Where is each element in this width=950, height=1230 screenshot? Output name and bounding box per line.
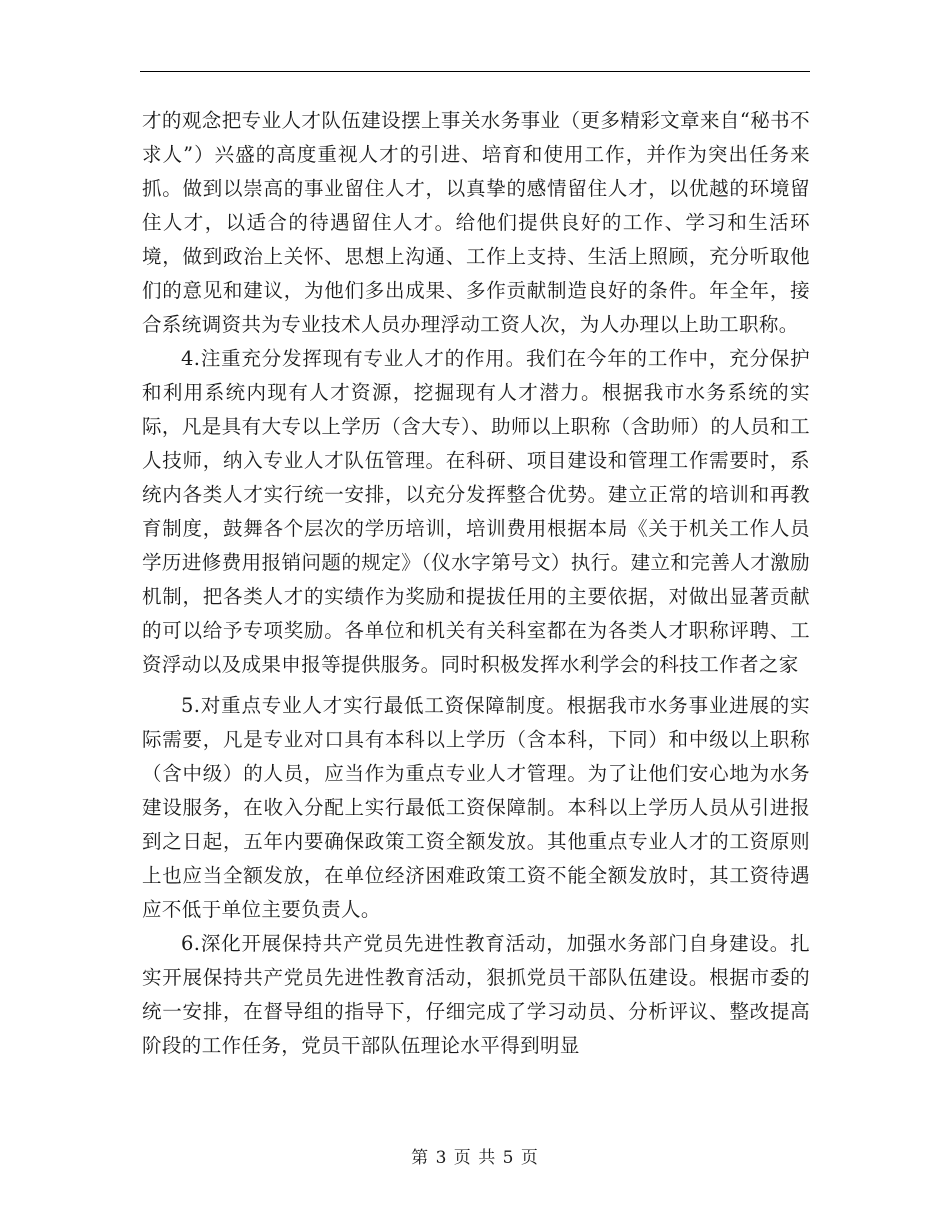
paragraph-2: 4.注重充分发挥现有专业人才的作用。我们在今年的工作中，充分保护和利用系统内现有人才资源，挖掘现有人才潜力。根据我市水务系统的实际，凡是具有大专以上学历（含大专）、助师以上职称（含助师）的人员和工人技师，纳入专业人才队伍管理。在科研、项目建设和管理工作需要时，系统内各类人才实行统一安排，以充分发挥整合优势。建立正常的培训和再教育制度，鼓舞各个层次的学历培训，培训费用根据本局《关于机关工作人员学历进修费用报销问题的规定》（仪水字第号文）执行。建立和完善人才激励机制，把各类人才的实绩作为奖励和提拔任用的主要依据，对做出显著贡献的可以给予专项奖励。各单位和机关有关科室都在为各类人才职称评聘、工资浮动以及成果申报等提供服务。同时积极发挥水利学会的科技工作者之家 bbox=[142, 347, 810, 676]
header-rule bbox=[140, 71, 810, 72]
page-footer: 第 3 页 共 5 页 bbox=[411, 1148, 539, 1168]
paragraph-3: 5.对重点专业人才实行最低工资保障制度。根据我市水务事业进展的实际需要，凡是专业对口具有本科以上学历（含本科，下同）和中级以上职称（含中级）的人员，应当作为重点专业人才管理。为了让他们安心地为水务建设服务，在收入分配上实行最低工资保障制。本科以上学历人员从引进报到之日起，五年内要确保政策工资全额发放。其他重点专业人才的工资原则上也应当全额发放，在单位经济困难政策工资不能全额发放时，其工资待遇应不低于单位主要负责人。 bbox=[142, 694, 810, 921]
paragraph-4: 6.深化开展保持共产党员先进性教育活动，加强水务部门自身建设。扎实开展保持共产党员先进性教育活动，狠抓党员干部队伍建设。根据市委的统一安排，在督导组的指导下，仔细完成了学习动员、分析评议、整改提高阶段的工作任务，党员干部队伍理论水平得到明显 bbox=[142, 932, 810, 1057]
paragraph-1: 才的观念把专业人才队伍建设摆上事关水务事业（更多精彩文章来自“秘书不求人”）兴盛的高度重视人才的引进、培育和使用工作，并作为突出任务来抓。做到以崇高的事业留住人才，以真挚的感情留住人才，以优越的环境留住人才，以适合的待遇留住人才。给他们提供良好的工作、学习和生活环境，做到政治上关怀、思想上沟通、工作上支持、生活上照顾，充分听取他们的意见和建议，为他们多出成果、多作贡献制造良好的条件。年全年，接合系统调资共为专业技术人员办理浮动工资人次，为人办理以上助工职称。 bbox=[142, 109, 810, 336]
document-body bbox=[142, 104, 810, 1063]
